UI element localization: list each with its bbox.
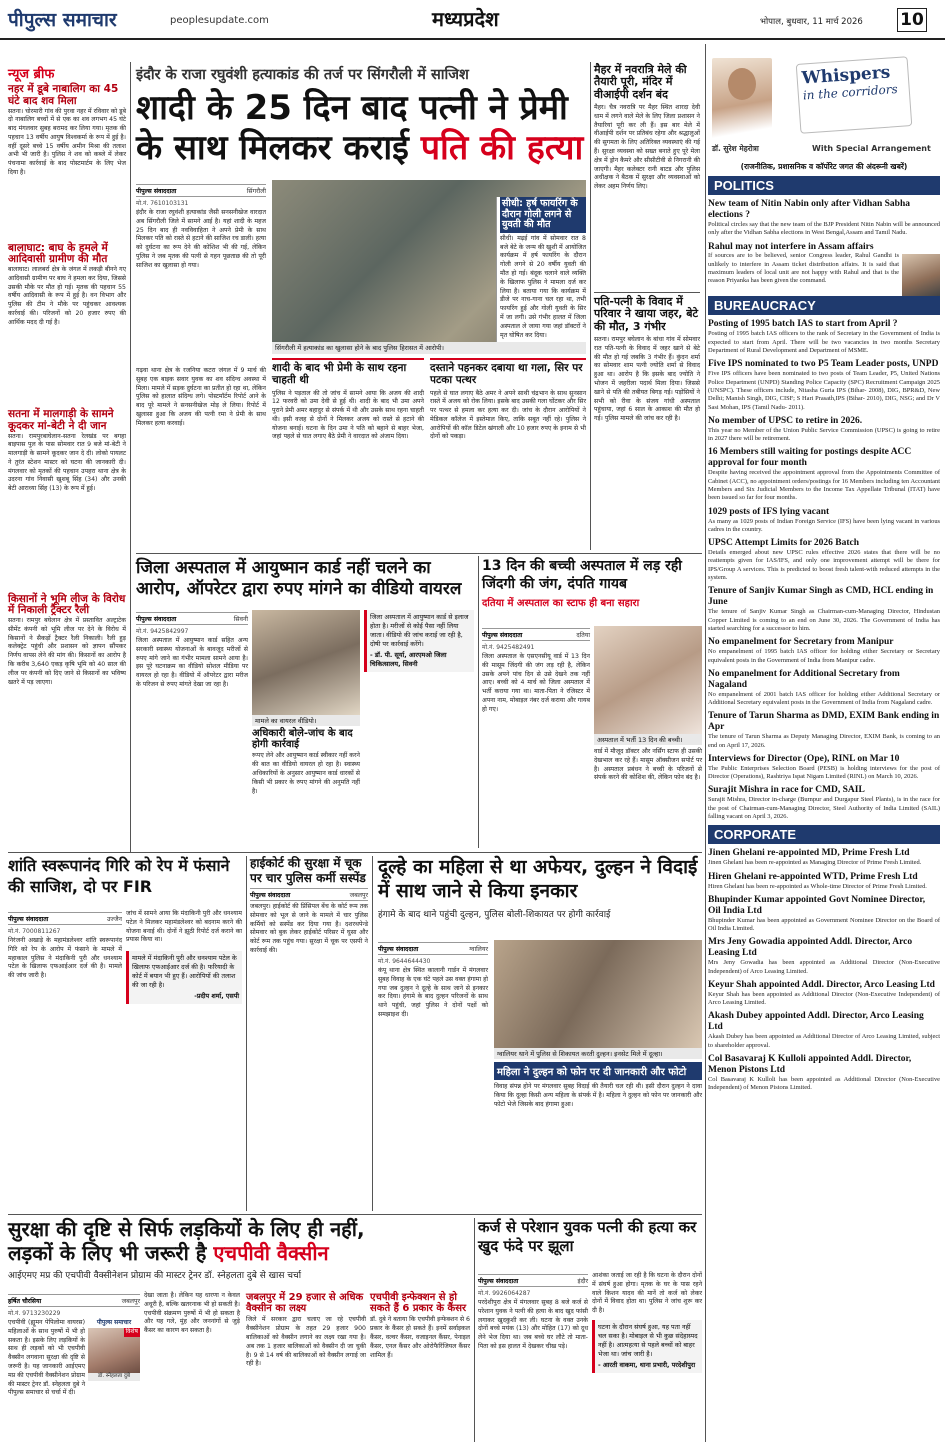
whisper-headline: Interviews for Director (Ope), RINL on Mar 10	[708, 753, 900, 764]
brief-body: सतना। चोरमारी गांव की पुरवा नहर में रविवार को डूबे दो नाबालिग बच्चों में से एक का शव लगभग 45 घंटे बाद मंगलवार सुबह बरामद कर लिया गया। मृतक की पहचान 13 वर्षीय आयुष विश्वकर्मा के रूप में हुई है। वहीं दूसरे बच्चे 15 वर्षीय अमीन मिश्रा की तलाश अभी भी जारी है। पुलिस ने शव को कब्जे में लेकर पंचनामा कार्रवाई के बाद पोस्टमार्टम के लिए भेज दिया है।	[8, 107, 126, 177]
datia-col-2	[594, 748, 702, 848]
whisper-text: If sources are to be believed, senior Congress leader, Rahul Gandhi is unlikely to interfere in Assam ticket distribution affairs. It is said that maximum leaders of local unit are not happy with Rahul and that is the reason Priyanka has been given the command.	[708, 252, 899, 285]
hpv-heading-line1: सुरक्षा की दृष्टि से सिर्फ लड़कियों के लिए ही नहीं,	[8, 1217, 365, 1241]
column-divider	[246, 856, 247, 1211]
whisper-item	[708, 586, 940, 633]
ayushman-photo-caption: मामले का वायरल वीडियो।	[252, 715, 360, 726]
fir-quote	[126, 951, 242, 1004]
brief-headline: किसानों ने भूमि लीज के विरोध में निकाली ट्रैक्टर रैली	[8, 592, 126, 617]
hpv-sub1-heading: जबलपुर में 29 हजार से अधिक वैक्सीन का लक्ष्य	[246, 1292, 364, 1315]
column-divider	[474, 1218, 475, 1442]
whisper-text: Bhupinder Kumar has been appointed as Government Nominee Director on the Board of Oil India Limited.	[708, 916, 940, 932]
lead-headline-text: शादी के 25 दिन बाद पत्नी ने प्रेमी के साथ मिलकर कराई	[136, 88, 568, 169]
fir-byline: पीपुल्स संवाददाता उज्जैन	[8, 912, 122, 925]
lead-sub2-heading: दस्ताने पहनकर दबाया था गला, सिर पर पटका पत्थर	[430, 358, 586, 387]
datia-photo	[594, 626, 702, 734]
datia-mobile: मो.नं. 9425482491	[482, 644, 535, 651]
column-divider	[130, 62, 131, 852]
whisper-headline: 1029 posts of IFS lying vacant	[708, 506, 830, 517]
whisper-headline: No member of UPSC to retire in 2026.	[708, 415, 863, 426]
hpv-col-4	[370, 1292, 470, 1442]
whisper-headline: Rahul may not interfere in Assam affairs	[708, 241, 874, 252]
whisper-item	[708, 507, 940, 535]
whisper-headline: Tenure of Sanjiv Kumar Singh as CMD, HCL ending in June	[708, 586, 934, 608]
columnist-photo	[712, 58, 772, 142]
hpv-photo	[88, 1319, 140, 1381]
whisper-headline: No empanelment for Additional Secretary from Nagaland	[708, 668, 900, 690]
debt-col-1	[478, 1272, 588, 1442]
ayushman-sub-body: रूपए लेने और आयुष्मान कार्ड स्वीकार नहीं करने की बात का वीडियो वायरल हो रहा है। स्वास्थ्य अधिकारियों के अनुसार आयुष्मान कार्ड धारकों से किसी भी प्रकार के रुपए मांगने की अनुमति नहीं है।	[252, 752, 360, 795]
whisper-item	[708, 895, 940, 934]
whisper-item	[708, 319, 940, 355]
brief-headline: नहर में डूबे नाबालिग का 45 घंटे बाद शव मिला	[8, 83, 119, 107]
ayushman-byline: पीपुल्स संवाददाता सिवनी	[136, 612, 248, 625]
column-divider	[372, 856, 373, 1211]
debt-col-2	[592, 1272, 702, 1442]
section-divider	[136, 553, 702, 554]
whisper-item	[708, 538, 940, 582]
quote-author: -प्रदीप शर्मा, एसपी	[194, 992, 239, 1001]
whisper-item	[708, 872, 940, 891]
whispers-title-2: in the corridors	[802, 81, 899, 103]
hpv-byline: हर्षित चौरसिया जबलपुर	[8, 1294, 140, 1307]
section-politics: POLITICS	[708, 176, 940, 195]
hpv-label: पीपुल्स समाचार	[88, 1319, 140, 1328]
sidhi-body: सीधी। मढ़ई गांव में सोमवार रात 8 बजे बेटे के जन्म की खुशी में आयोजित कार्यक्रम में हर्ष फायरिंग के दौरान गोली लगने से 20 वर्षीय युवती की मौत हो गई। बंदूक चलाने वाले व्यक्ति के खिलाफ पुलिस ने मामला दर्ज कर लिया है। बताया गया कि कार्यक्रम में डीजे पर नाच-गाना चल रहा था, तभी फायरिंग हुई और गोली युवती के सिर में जा लगी। उसे गंभीर हालत में जिला अस्पताल ले जाया गया जहां डॉक्टरों ने मृत घोषित कर दिया।	[500, 234, 586, 339]
whisper-text: Akash Dubey has been appointed as Additional Director of Arco Leasing Limited, subject to shareholder approval.	[708, 1033, 940, 1049]
datia-byline: पीपुल्स संवाददाता दतिया	[482, 628, 590, 641]
hpv-body	[8, 1319, 140, 1398]
whisper-item	[708, 937, 940, 976]
section-divider	[8, 852, 702, 853]
fir-body-continued: जांच में सामने आया कि मंदाकिनी पुरी और धनश्याम पटेल ने मिलकर महामंडलेश्वर को बदनाम करने की योजना बनाई थी। दोनों ने झूठी रिपोर्ट दर्ज कराने का प्रयास किया था।	[126, 910, 242, 944]
hc-body: जबलपुर। हाईकोर्ट की प्रिंसिपल बेंच के कोर्ट रूम तक सोमवार को भूल से जाने के मामले में चार पुलिस कर्मियों को सस्पेंड कर दिया गया है। दशरथपेन्डे सोमवार को बुक लेकर हाईकोर्ट परिसर में घुसा और कोर्ट रूम तक पहुंच गया। सुरक्षा में चूक पर एसपी ने कार्रवाई की।	[250, 903, 368, 954]
lead-kicker: इंदौर के राजा रघुवंशी हत्याकांड की तर्ज पर सिंगरौली में साजिश	[136, 67, 469, 83]
groom-byline: पीपुल्स संवाददाता ग्वालियर	[378, 942, 488, 955]
hpv-col-1	[8, 1292, 140, 1442]
brief-item	[8, 84, 126, 240]
whisper-headline: Hiren Ghelani re-appointed WTD, Prime Fresh Ltd	[708, 871, 918, 882]
whisper-text: Details emerged about new UPSC rules effective 2026 states that there will be no reattempts given for IAS/IFS, and only one improvement attempt will be there for IPS/Group A services. This is predicted to boost fresh talent-with reduced attempts in the system.	[708, 549, 940, 582]
groom-heading: दूल्हे का महिला से था अफेयर, दुल्हन ने विदाई में साथ जाने से किया इनकार	[378, 856, 698, 902]
groom-box-heading: महिला ने दुल्हन को फोन पर दी जानकारी और फोटो	[494, 1062, 702, 1080]
hpv-col-2	[144, 1292, 240, 1442]
datia-photo-caption: अस्पताल में भर्ती 13 दिन की बच्ची।	[594, 734, 702, 745]
lead-mobile: मो.नं. 7610103131	[136, 200, 189, 207]
hpv-tag: विशेष	[125, 1328, 138, 1335]
brief-body: बालाघाट। लालबर्रा क्षेत्र के जंगल में लकड़ी बीनने गए आदिवासी ग्रामीण पर बाघ ने हमला कर दिया, जिससे उसकी मौके पर मौत हो गई। मृतक की पहचान 55 वर्षीय आदिवासी के रूप में हुई है। वन विभाग और पुलिस की टीम ने मौके पर पहुंचकर आवश्यक कार्रवाई की। परिजनों को 20 हजार रुपए की आर्थिक मदद दी गई है।	[8, 266, 126, 326]
hc-story	[250, 856, 368, 1211]
whisper-text: No empanelment of 1995 batch IAS officer for holding either Secretary or Secretary equivalent posts in the Government of India from Manipur cadre.	[708, 648, 940, 664]
datia-subheading: दतिया में अस्पताल का स्टाफ ही बना सहारा	[482, 598, 640, 609]
hpv-subheading: आईएमए मप्र की एचपीवी वैक्सीनेशन प्रोग्राम की मास्टर ट्रेनर डॉ. स्नेहलता दुबे से खास चर्चा	[8, 1270, 302, 1281]
whisper-text: The tenure of Tarun Sharma as Deputy Managing Director, EXIM Bank, is coming to an end on April 17, 2026.	[708, 733, 940, 749]
debt-story	[478, 1218, 702, 1268]
lead-headline	[136, 88, 584, 168]
groom-photo-caption: ग्वालियर थाने में पुलिस से शिकायत करती दुल्हन। इनसेट मिले में दूल्हा।	[494, 1048, 702, 1059]
groom-subheading: हंगामे के बाद थाने पहुंची दुल्हन, पुलिस बोली-शिकायत पर होगी कार्रवाई	[378, 909, 611, 920]
fir-col-1	[8, 910, 122, 1210]
hpv-sub2-heading: एचपीवी इन्फेक्शन से हो सकते हैं 6 प्रकार के कैंसर	[370, 1292, 467, 1315]
whispers-header	[708, 44, 940, 162]
sidhi-heading: सीधी: हर्ष फायरिंग के दौरान गोली लगने से युवती की मौत	[500, 197, 586, 233]
arrangement-note: With Special Arrangement	[812, 144, 931, 153]
whisper-headline: Bhupinder Kumar appointed Govt Nominee Director, Oil India Ltd	[708, 894, 926, 916]
section-corporate: CORPORATE	[708, 825, 940, 844]
person-icon	[728, 68, 756, 100]
lead-text-col-2	[136, 367, 266, 547]
whisper-text: Mrs Jeny Gowadia has been appointed as Additional Director (Non-Executive Independent) of Arco Leasing Limited.	[708, 959, 940, 975]
fir-body: निरंजनी अखाड़े के महामंडलेश्वर शांति स्वरूपानंद गिरि को रेप के आरोप में फंसाने के मामले में महाकाल पुलिस ने मंदाकिनी पुरी और धनश्याम पटेल के खिलाफ एफआईआर दर्ज की है। मामले की जांच जारी है।	[8, 937, 122, 980]
column-divider	[590, 62, 591, 550]
whispers-title-1: Whispers	[801, 62, 891, 89]
politician-photo	[902, 254, 940, 296]
lead-body: इंदौर के राजा रघुवंशी हत्याकांड जैसी सनसनीखेज वारदात अब सिंगरौली जिले में सामने आई है। यहां शादी के महज 25 दिन बाद ही नवविवाहिता ने अपने प्रेमी के साथ मिलकर पति को रास्ते से हटाने की साजिश रच डाली। हत्या को दुर्घटना का रूप देने की कोशिश भी की गई, लेकिन पुलिस ने जब मृतक की पत्नी से गहन पूछताछ की तो पूरी साजिश का खुलासा हो गया।	[136, 209, 266, 269]
ayushman-mobile: मो.नं. 9425842997	[136, 628, 189, 635]
brief-body: सतना। रामपुर बघेलान क्षेत्र में प्रस्तावित अल्ट्राटेक सीमेंट कंपनी को भूमि लीज पर देने के विरोध में किसानों ने सैकड़ों ट्रैक्टर रैली निकाली। रैली हुड़ कलेक्ट्रेट पहुंची और प्रशासन को ज्ञापन सौंपकर निर्णय वापस लेने की मांग की। किसानों का आरोप है कि करीब 3,640 एकड़ कृषि भूमि को 40 साल की लीज पर कंपनी को दिए जाने से किसानों का भविष्य खतरे में पड़ जाएगा।	[8, 617, 126, 686]
whisper-item	[708, 1054, 940, 1093]
whisper-item	[708, 242, 940, 286]
whisper-headline: 16 Members still waiting for postings despite ACC approval for four month	[708, 447, 912, 469]
hpv-col-3	[246, 1292, 366, 1442]
lead-sub1-body: पुलिस ने पड़ताल की तो जांच में सामने आया कि अजय की शादी 12 फरवरी को उमा देवी से हुई थी। शादी के बाद भी उमा अपने पुराने प्रेमी अमर बहादुर से संपर्क में थी और उसके साथ रहना चाहती थी। इसी वजह से दोनों ने मिलकर अजय को रास्ते से हटाने की योजना बनाई। घटना के दिन उमा ने पति को बहाने से बाहर भेजा, जहां पहले से घात लगाए बैठे प्रेमी ने वारदात को अंजाम दिया।	[272, 389, 424, 441]
masthead-logo[interactable]: पीपुल्स समाचार	[8, 9, 117, 31]
whisper-text: Keyur Shah has been appointed as Additional Director (Non-Executive Independent) of Arco Leasing Limited.	[708, 990, 940, 1007]
maihar-body: मैहर। चैत्र नवरात्रि पर मैहर स्थित शारदा देवी धाम में लगने वाले मेले के लिए जिला प्रशासन ने तैयारियां पूरी कर ली हैं। इस बार मेले में वीआईपी दर्शन पर प्रतिबंध रहेगा और श्रद्धालुओं की सुगमता के लिए अतिरिक्त व्यवस्थाएं की गई हैं। सुरक्षा व्यवस्था को सख्त बनाते हुए पूरे मेला क्षेत्र में ड्रोन कैमरे और सीसीटीवी से निगरानी की जाएगी। मैहर कलेक्टर रानी बाटड और पुलिस अधीक्षक ने बैठक में सुरक्षा और व्यवस्थाओं को लेकर अहम निर्णय लिए।	[594, 103, 700, 191]
hpv-heading-line2	[8, 1242, 468, 1264]
hpv-heading-text: लड़कों के लिए भी जरूरी है	[8, 1241, 207, 1266]
whispers-column	[708, 44, 940, 1442]
whisper-item	[708, 669, 940, 708]
whisper-text: As many as 1029 posts of Indian Foreign Service (IFS) have been lying vacant in various cadres in the country.	[708, 517, 940, 533]
hpv-sub2-body: डॉ. दुबे ने बताया कि एचपीवी इन्फेक्शन से 6 प्रकार के कैंसर हो सकते हैं। इनमें सर्वाइकल कैंसर, वल्वर कैंसर, वजाइनल कैंसर, पेनाइल कैंसर, एनल कैंसर और ओरोफैरिंजियल कैंसर शामिल हैं।	[370, 1316, 470, 1359]
ayushman-subsection	[252, 728, 360, 848]
whisper-item	[708, 359, 940, 412]
whisper-headline: Five IPS nominated to two P5 Team Leader posts, UNPD	[708, 359, 939, 370]
whisper-text: Posting of 1995 batch IAS officers to the rank of Secretary in the Government of India is expected to start from April. There will be two vacancies in two months Secretary Department of Rural Development and Department of MSME.	[708, 330, 940, 354]
maihar-heading: मैहर में नवरात्रि मेले की तैयारी पूरी, मंदिर में वीआईपी दर्शन बंद	[594, 63, 687, 101]
whisper-headline: New team of Nitin Nabin only after Vidhan Sabha elections ?	[708, 199, 910, 220]
column-divider	[705, 44, 706, 1442]
whisper-text: Col Basavaraj K Kulloli has been appointed as Additional Director (Non-Executive Independent) of Menon Pistons Limited.	[708, 1075, 940, 1092]
groom-body: कंपू थाना क्षेत्र स्थित कालानी गार्डन में मंगलवार सुबह विवाह के एक घंटे पहले उस वक्त हंगामा हो गया जब दुल्हन ने दूल्हे के साथ जाने से इनकार कर दिया। हंगामे के बाद दुल्हन परिजनों के साथ थाने पहुंची, जहां पुलिस ने दोनों पक्षों को समझाइश दी।	[378, 967, 488, 1018]
quote-author: - डॉ. पी. सूर्या, आरएमओ जिला चिकित्सालय, सिवनी	[370, 650, 447, 668]
lead-sub1-heading: शादी के बाद भी प्रेमी के साथ रहना चाहती थी	[272, 358, 424, 387]
column-divider	[478, 556, 479, 848]
hpv-body-2: देखा जाता है। लेकिन यह धारणा न केवल अधूरी है, बल्कि खतरनाक भी हो सकती है। एचपीवी संक्रमण पुरुषों में भी हो सकता है और यह गले, मुंह और जननांगों से जुड़े कैंसर का कारण बन सकता है।	[144, 1292, 240, 1335]
columnist-name: डॉ. सुरेश मेहरोत्रा	[712, 144, 759, 153]
poison-story	[594, 292, 700, 550]
lead-body-2: गढ़वा थाना क्षेत्र के रजनिया कटरा जंगल में 9 मार्च की सुबह एक बाइक सवार युवक का शव संदिग्ध अवस्था में मिला। मामले में सड़क दुर्घटना का प्रतीत हो रहा था, लेकिन पुलिस को हालात संदिग्ध लगे। पोस्टमॉर्टम रिपोर्ट आने के बाद पूरे मामले ने सनसनीखेज मोड़ ले लिया। रिपोर्ट में खुलासा हुआ कि अजय की पत्नी रमा ने प्रेमी के साथ मिलकर हत्या करवाई।	[136, 367, 266, 427]
lead-byline: पीपुल्स संवाददाता सिंगरौली	[136, 184, 266, 197]
datia-heading: 13 दिन की बच्ची अस्पताल में लड़ रही जिंदगी की जंग, दंपति गायब	[482, 558, 682, 592]
whisper-text: Political circles say that the new team of the BJP President Nitin Nabin will be announced only after the Vidhan Sabha elections in West Bengal,Assam and Tamil Nadu.	[708, 220, 940, 237]
fir-col-2	[126, 910, 242, 1210]
website-link[interactable]: peoplesupdate.com	[170, 15, 269, 26]
whisper-text: Five IPS officers have been nominated to two posts of Team Leader, P5, United Nations Police Department (UNPD) Standing Police Capacity (SPC) Recruitment Campaign 2025 (UNSPC). These officers include, Nitasha Guria IPS (Bihar- 2008), DIG, BPR&D, New Delhi; Manish Singh, DIG, CISF; S Hari Prasath,IPS (Bihar- 2010), DIG, NSG; and Dr V Sasi Mohan, IPS (Tamil Nadu- 2011).	[708, 370, 940, 411]
fir-story	[8, 856, 240, 908]
hpv-story	[8, 1218, 468, 1288]
lead-sub2-body: पहले से घात लगाए बैठे अमर ने अपने साथी चंद्रभान के साथ सुनसान रास्ते में अजय को रोक लिया। इसके बाद उसकी गला घोंटकर और सिर पर पत्थर से हमला कर हत्या कर दी। जांच के दौरान आरोपियों ने मेडिकल कॉलेज में इस्तेमाल किए, ताकि सबूत नहीं रहे। पुलिस ने आरोपियों की कॉल डिटेल खंगाली और 10 हजार रुपए के इनाम से भी दोनों को पकड़ा।	[430, 389, 586, 441]
whisper-text: The tenure of Sanjiv Kumar Singh as Chairman-cum-Managing Director, Hindustan Copper Limited is coming to an end on June 30, 2026. The Government of India has started searching for a successor to him.	[708, 608, 940, 632]
whisper-headline: Surajit Mishra in race for CMD, SAIL	[708, 785, 865, 796]
ayushman-photo	[252, 610, 360, 715]
whisper-item	[708, 199, 940, 238]
groom-col-1	[378, 940, 488, 1112]
ayushman-col-3	[364, 610, 474, 848]
news-brief-column	[8, 64, 126, 849]
fir-mobile: मो.नं. 7000811267	[8, 928, 61, 935]
ayushman-heading: जिला अस्पताल में आयुष्मान कार्ड नहीं चलने का आरोप, ऑपरेटर द्वारा रुपए मांगने का वीडियो वायरल	[136, 558, 462, 600]
whisper-headline: Col Basavaraj K Kulloli appointed Addl. Director, Menon Pistons Ltd	[708, 1053, 912, 1075]
brief-headline: सतना में मालगाड़ी के सामने कूदकर मां-बेटी ने दी जान	[8, 408, 114, 432]
whisper-item	[708, 711, 940, 750]
date-line: भोपाल, बुधवार, 11 मार्च 2026	[760, 17, 863, 27]
hc-heading: हाईकोर्ट की सुरक्षा में चूक पर चार पुलिस कर्मी सस्पेंड	[250, 856, 366, 885]
datia-body-continued: वार्ड में मौजूद डॉक्टर और नर्सिंग स्टाफ ही उसकी देखभाल कर रहे हैं। मासूम ऑक्सीजन सपोर्ट पर है। अस्पताल प्रबंधन ने बच्ची के परिजनों से संपर्क करने की कोशिश की, लेकिन फोन बंद है।	[594, 748, 702, 782]
sidhi-story	[496, 197, 586, 342]
brief-headline: बालाघाट: बाघ के हमले में आदिवासी ग्रामीण की मौत	[8, 241, 108, 266]
page-number: 10	[897, 8, 927, 32]
groom-photo	[494, 940, 702, 1048]
lead-photo-caption: सिंगरौली में हत्याकांड का खुलासा होने के बाद पुलिस हिरासत में आरोपी।	[272, 342, 586, 354]
whisper-item	[708, 754, 940, 782]
whisper-item	[708, 416, 940, 444]
maihar-story	[594, 64, 700, 289]
whisper-headline: Akash Dubey appointed Addl. Director, Arco Leasing Ltd	[708, 1011, 924, 1033]
brief-item	[8, 243, 126, 407]
whispers-title	[796, 56, 913, 134]
masthead	[0, 0, 945, 40]
section-title: मध्यप्रदेश	[432, 7, 499, 31]
poison-heading: पति-पत्नी के विवाद में परिवार ने खाया जहर, बेटे की मौत, 3 गंभीर	[594, 295, 699, 333]
section-divider	[8, 1214, 702, 1215]
brief-item	[8, 409, 126, 591]
whisper-item	[708, 980, 940, 1008]
debt-mobile: मो.नं. 9926064287	[478, 1290, 531, 1297]
poison-body: सतना। रामपुर बघेलान के बांधा गांव में सोमवार रात पति-पत्नी के विवाद में जहर खाने से बेटे की मौत हो गई जबकि 3 गंभीर हैं। कुंदन शर्मा का सोमवार शाम पत्नी ज्योति शर्मा से विवाद हुआ था। आरोप है कि इसके बाद ज्योति ने भोजन में जहरीला पदार्थ मिला दिया। जिससे खाने से पति की तबीयत बिगड़ गई। पड़ोसियों ने सभी को रीवा के संजय गांधी अस्पताल पहुंचाया, जहां 6 साल के आकाश की मौत हो गई। पुलिस मामले की जांच कर रही है।	[594, 335, 700, 423]
datia-col-1	[482, 626, 590, 848]
whisper-item	[708, 637, 940, 665]
fir-heading: शांति स्वरूपानंद गिरि को रेप में फंसाने की साजिश, दो पर FIR	[8, 856, 230, 896]
debt-body-2: आशंका जताई जा रही है कि घटना के दौरान दोनों में संघर्ष हुआ होगा। मृतक के घर के पास रहने वाले किशन यादव की मानें तो कर्ज को लेकर दोनों में विवाद होता था। पुलिस ने जांच शुरू कर दी है।	[592, 1272, 702, 1315]
lead-headline-red: पति की हत्या	[420, 128, 584, 169]
lead-subsection-2	[430, 358, 586, 548]
brief-body: सतना। रामपुरबाघेलान-सतना रेलखंड पर बगहा बाइपास पुल के पास सोमवार रात 9 बजे मां-बेटी ने मालगाड़ी के सामने कूदकर जान दे दी। लोको पायलट ने तुरंत स्टेशन मास्टर को घटना की जानकारी दी। मंगलवार को मृतकों की पहचान उपहरा थाना क्षेत्र के उदरना गांव निवासी खुशबू सिंह (34) और उनकी बेटी आराध्या सिंह (13) के रूप में हुई।	[8, 432, 126, 493]
news-brief-title: न्यूज ब्रीफ	[8, 67, 55, 82]
hpv-mobile: मो.नं. 9713230229	[8, 1310, 61, 1317]
whisper-text: This year no Member of the Union Public Service Commission (UPSC) is going to retire in 2027 there will be retirement.	[708, 426, 940, 443]
ayushman-body: जिला अस्पताल में आयुष्मान कार्ड सहित अन्य सरकारी स्वास्थ्य योजनाओं के बावजूद मरीजों से रुपए मांगे जाने का गंभीर मामला सामने आया है। इस पूरे घटनाक्रम का वीडियो सोशल मीडिया पर वायरल हो रहा है। वीडियो में ऑपरेटर द्वारा मरीज के परिजन से रुपए मांगते देखा जा रहा है।	[136, 637, 248, 688]
whisper-text: No empanelment of 2001 batch IAS officer for holding either Additional Secretary or Additional Secretary equivalent posts in the Government of India from Nagaland cadre.	[708, 690, 940, 707]
quote-author: - आरती वाकमा, थाना प्रभारी, परदेशीपुरा	[598, 1360, 696, 1369]
quote-text: घटना के दौरान संघर्ष हुआ, यह पता नहीं चल सका है। मोबाइल से भी कुछ संदेहास्पद नहीं है। आत्महत्या से पहले बच्चों को बाहर भेजा था। जांच जारी है।	[598, 1322, 698, 1358]
whisper-headline: Keyur Shah appointed Addl. Director, Arco Leasing Ltd	[708, 979, 935, 990]
whisper-text: Hiren Ghelani has been re-appointed as Whole-time Director of Prime Fresh Limited.	[708, 882, 927, 890]
whisper-item	[708, 447, 940, 502]
ayushman-col-1	[136, 610, 248, 848]
hpv-photo-caption: डॉ. स्नेहलता दुबे	[88, 1373, 140, 1381]
debt-body: परदेशीपुरा क्षेत्र में मंगलवार सुबह 8 बजे कर्ज से परेशान युवक ने पत्नी की हत्या के बाद खुद फांसी लगाकर खुदकुशी कर ली। घटना के वक्त उनके दोनों बच्चे मयंक (13) और मोहित (17) को दूध लेने भेज दिया था। जब बच्चे घर लौटे तो माता-पिता को इस हालत में देखकर चीख पड़े।	[478, 1299, 588, 1350]
whisper-headline: Posting of 1995 batch IAS to start from April ?	[708, 319, 898, 330]
lead-text-col	[136, 182, 266, 367]
hpv-sub1-body: जिले में सरकार द्वारा चलाए जा रहे एचपीवी वैक्सीनेशन प्रोग्राम के तहत 29 हजार 900 बालिकाओं को वैक्सीन लगाने का लक्ष्य रखा गया है। अब तक 1 हजार बालिकाओं को वैक्सीन दी जा चुकी है। 9 से 14 वर्ष की बालिकाओं को वैक्सीन लगाई जा रही है।	[246, 1316, 366, 1368]
whisper-headline: UPSC Attempt Limits for 2026 Batch	[708, 538, 860, 549]
whisper-headline: No empanelment for Secretary from Manipur	[708, 637, 894, 648]
whisper-item	[708, 848, 940, 867]
groom-mobile: मो.नं. 9644644430	[378, 958, 431, 965]
hpv-body-text: एचपीवी (ह्यूमन पेपिलोमा वायरस) महिलाओं के साथ पुरुषों में भी हो सकता है। इसके लिए लड़कियों के साथ ही लड़कों को भी एचपीवी वैक्सीन लगवाना सुरक्षा की दृष्टि से जरूरी है। यह जानकारी आईएमए मप्र की एचपीवी वैक्सीनेशन प्रोग्राम की मास्टर ट्रेनर डॉ. स्नेहलता दुबे ने पीपुल्स समाचार से चर्चा में दी।	[8, 1319, 85, 1397]
quote-text: जिला अस्पताल में आयुष्मान कार्ड से इलाज होता है। मरीजों से कोई पैसा नहीं लिया जाता। वीडियो की जांच कराई जा रही है, दोषी पर कार्रवाई करेंगे।	[370, 613, 469, 648]
whisper-headline: Tenure of Tarun Sharma as DMD, EXIM Bank ending in Apr	[708, 711, 940, 733]
hc-byline: पीपुल्स संवाददाता जबलपुर	[250, 888, 368, 901]
whisper-text: The Public Enterprises Selection Board (PESB) is holding interviews for the post of Director (Operations), Rashtriya Ispat Nigam Limited (RINL) on March 10, 2026.	[708, 764, 940, 781]
whisper-text: Despite having received the appointment approval from the Appointments Committee of Cabinet (ACC), no appointment orders/postings for 16 Members including ten Accountant Members and Six Judicial Members to the Income Tax Appellate Tribunal (ITAT) have been issued so far for four months.	[708, 469, 940, 502]
whisper-text: Surajit Mishra, Director in-charge (Burnpur and Durgapur Steel Plants), is in the race for the post of Chairman-cum-Managing Director, Steel Authority of India Limited (SAIL) falling vacant on April 3, 2026.	[708, 796, 940, 820]
brief-item	[8, 594, 126, 788]
ayushman-sub-heading: अधिकारी बोले-जांच के बाद होगी कार्रवाई	[252, 728, 353, 751]
whisper-headline: Jinen Ghelani re-appointed MD, Prime Fresh Ltd	[708, 848, 910, 859]
section-bureaucracy: BUREAUCRACY	[708, 296, 940, 315]
debt-heading: कर्ज से परेशान युवक पत्नी की हत्या कर खुद फंदे पर झूला	[478, 1218, 697, 1256]
ayushman-quote	[364, 610, 474, 672]
whisper-headline: Mrs Jeny Gowadia appointed Addl. Director, Arco Leasing Ltd	[708, 937, 913, 959]
groom-story	[378, 856, 702, 936]
whisper-item	[708, 785, 940, 821]
datia-body: जिला अस्पताल के एसएनसीयू वार्ड में 13 दिन की मासूम जिंदगी की जंग लड़ रही है, लेकिन उसके अपने पांच दिन से उसे देखने तक नहीं आए। बच्ची को 4 मार्च को जिला अस्पताल में भर्ती कराया गया था। माता-पिता ने रजिस्टर में अपना नाम, मोबाइल नंबर दर्ज कराया और गायब हो गए।	[482, 653, 590, 713]
groom-box-body: विवाह संपन्न होने पर मंगलवार सुबह विदाई की तैयारी चल रही थी। इसी दौरान दुल्हन ने दावा किया कि दूल्हा किसी अन्य महिला के संपर्क में है। महिला ने दुल्हन को फोन पर जानकारी और फोटो भेजे जिसके बाद हंगामा हुआ।	[494, 1083, 702, 1108]
lead-subsection-1	[272, 358, 424, 548]
debt-byline: पीपुल्स संवाददाता इंदौर	[478, 1274, 588, 1287]
quote-text: मामले में मंदाकिनी पुरी और धनश्याम पटेल के खिलाफ एफआईआर दर्ज की है। फरियादी के कोर्ट में बयान भी हुए हैं। आरोपियों की तलाश की जा रही है।	[132, 954, 237, 990]
whispers-tagline: (राजनीतिक, प्रशासनिक व कॉर्पोरेट जगत की अंदरूनी खबरें)	[740, 162, 908, 171]
whisper-item	[708, 1011, 940, 1050]
hpv-heading-red: एचपीवी वैक्सीन	[213, 1241, 329, 1266]
groom-box	[494, 1062, 702, 1212]
whisper-text: Jinen Ghelani has been re-appointed as Managing Director of Prime Fresh Limited.	[708, 859, 922, 867]
debt-quote	[592, 1320, 702, 1373]
